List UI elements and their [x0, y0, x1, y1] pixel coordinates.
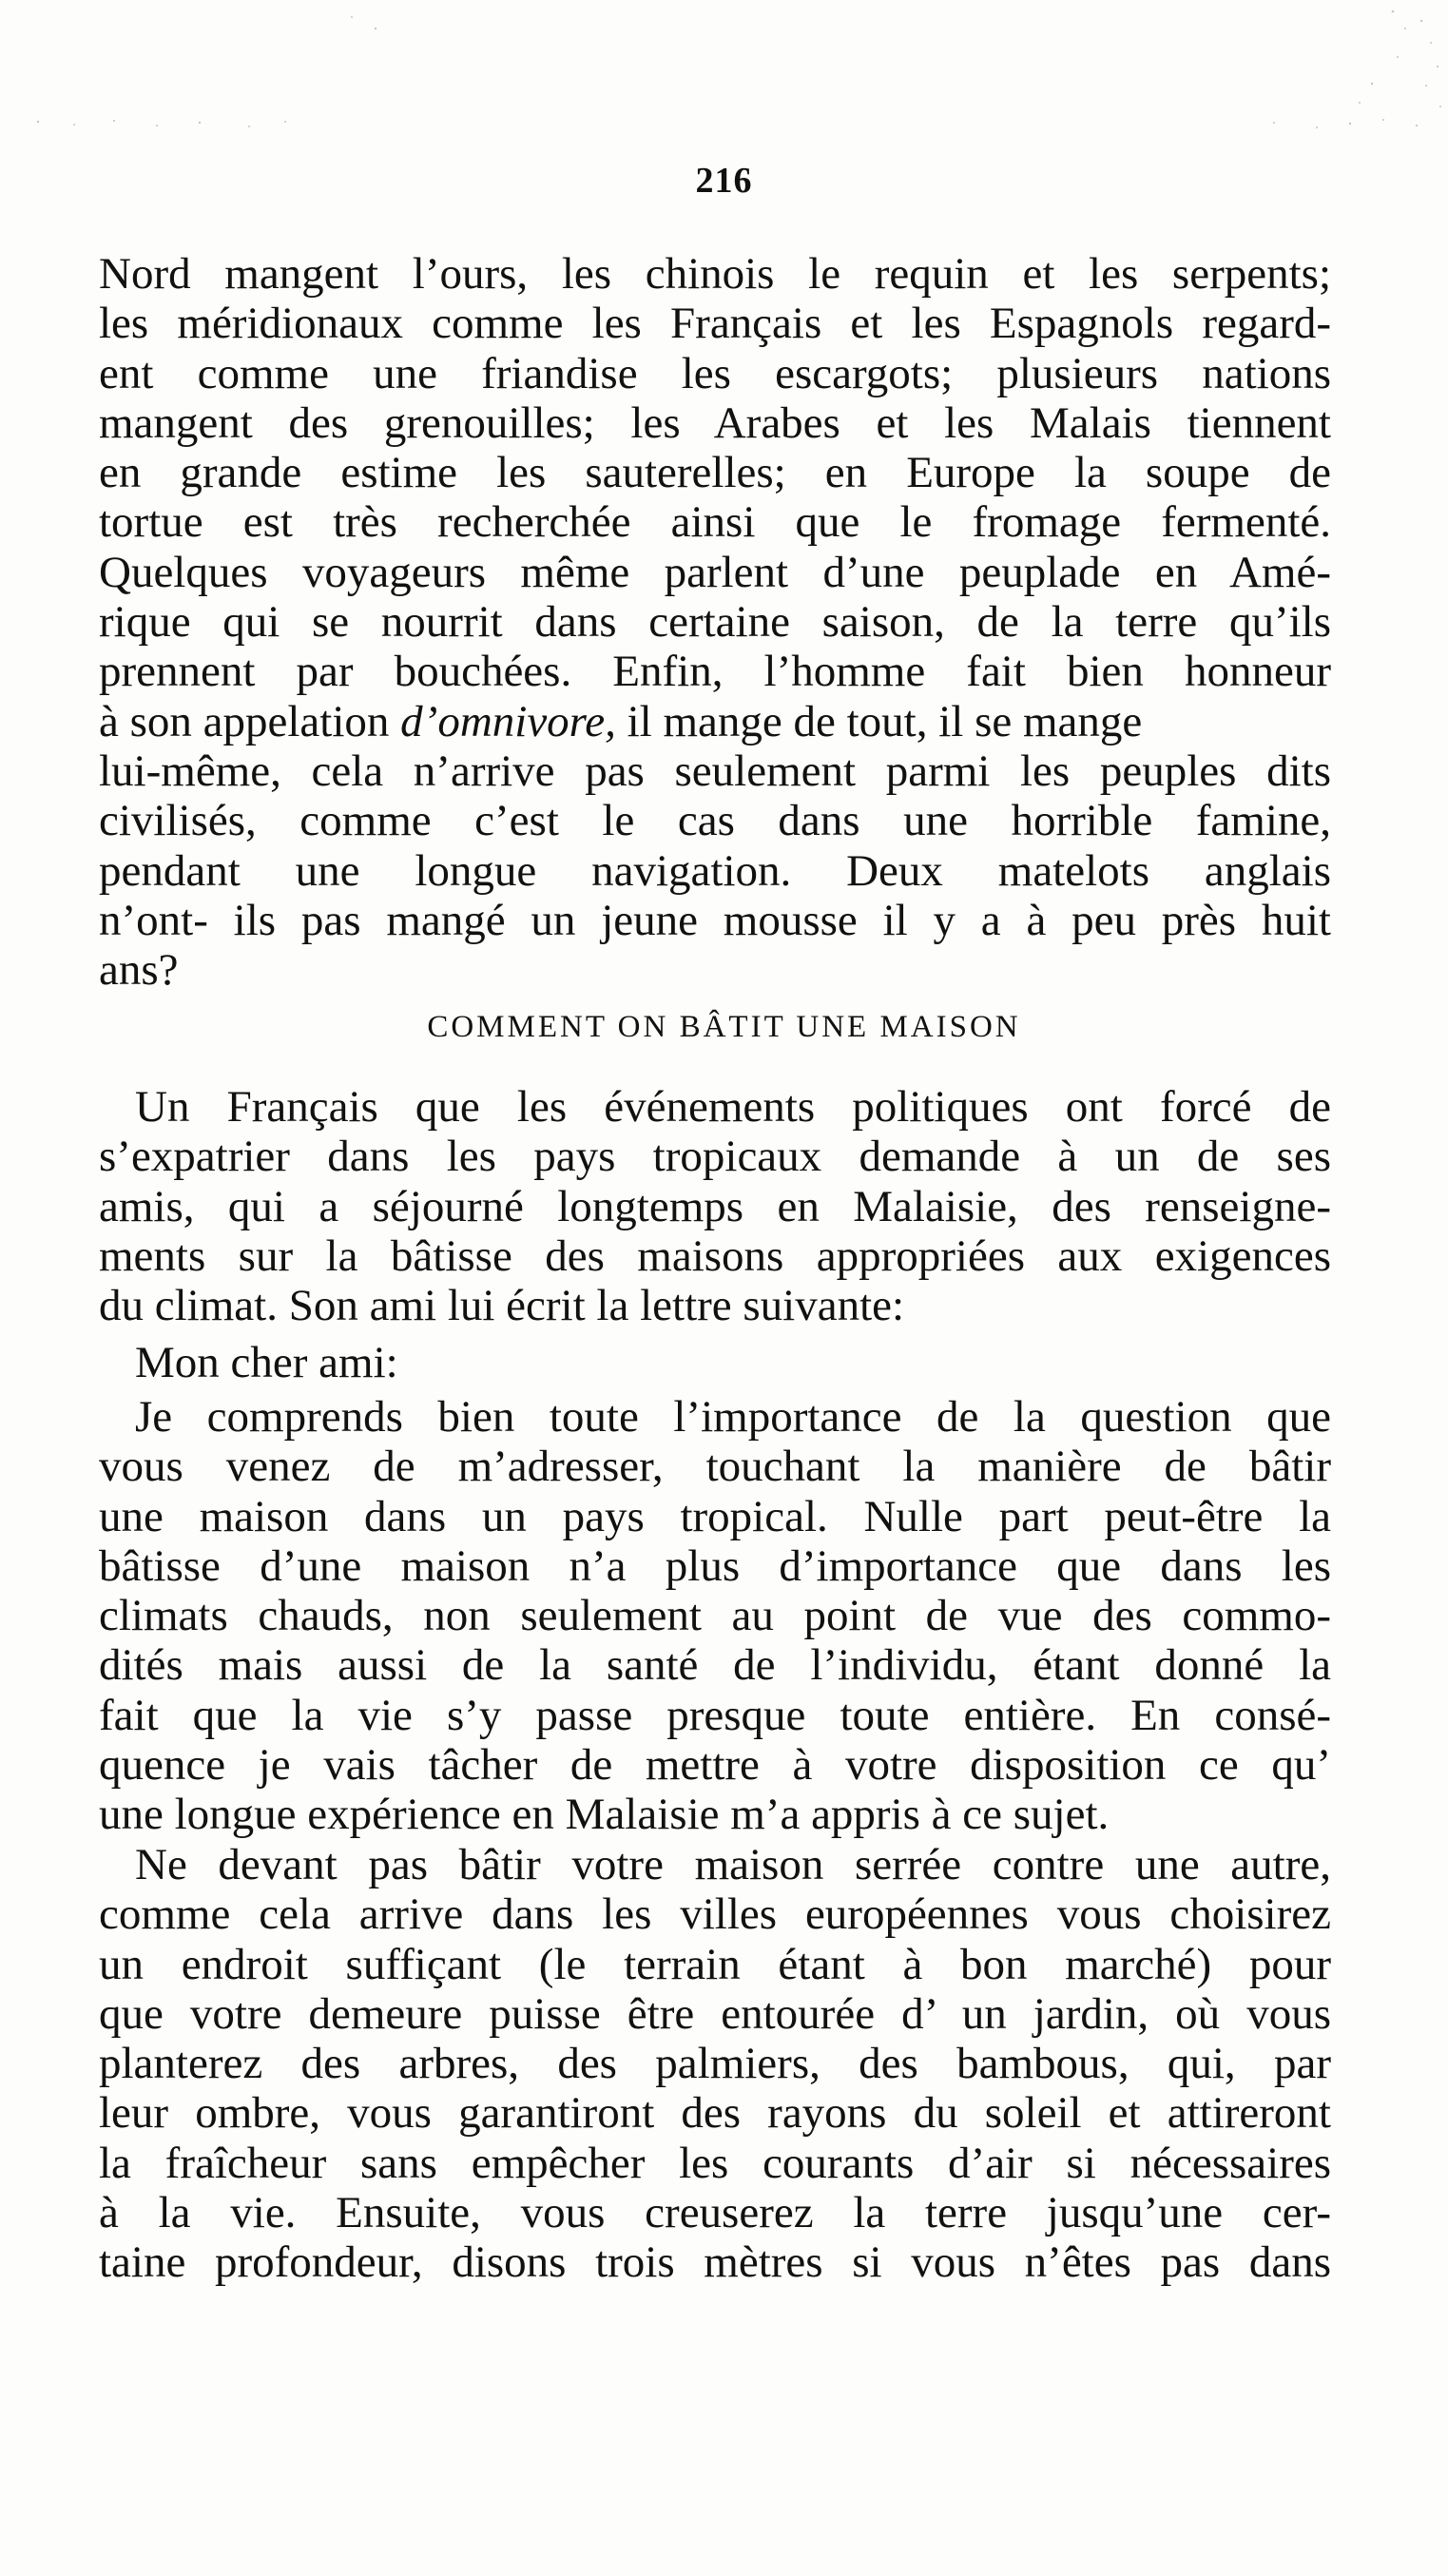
text-line: civilisés, comme c’est le cas dans une horrible famine,	[99, 796, 1331, 846]
text-line: comme cela arrive dans les villes européennes vous choisirez	[99, 1889, 1331, 1940]
text-line: climats chauds, non seulement au point de vue des commo-	[99, 1591, 1331, 1641]
text-line: amis, qui a séjourné longtemps en Malaisie, des renseigne-	[99, 1181, 1331, 1231]
text-line: fait que la vie s’y passe presque toute entière. En consé-	[99, 1690, 1331, 1740]
text-fragment: à son appelation	[99, 696, 401, 746]
text-fragment: il mange de tout, il se mange	[615, 696, 1143, 746]
text-line: lui-même, cela n’arrive pas seulement parmi les peuples dits	[99, 746, 1331, 796]
text-line: Mon cher ami:	[135, 1338, 398, 1387]
scan-noise-top	[0, 0, 1448, 143]
text-line: un endroit suffiçant (le terrain étant à bon marché) pour	[99, 1939, 1331, 1989]
italic-term: d’omnivore,	[400, 696, 616, 746]
text-line: Je comprends bien toute l’importance de la question que	[135, 1392, 1331, 1442]
text-line: ent comme une friandise les escargots; plusieurs nations	[99, 348, 1331, 398]
text-line: quence je vais tâcher de mettre à votre disposition ce qu’	[99, 1740, 1331, 1791]
text-line: prennent par bouchées. Enfin, l’homme fait bien honneur	[99, 647, 1331, 697]
text-line: taine profondeur, disons trois mètres si vous n’êtes pas dans	[99, 2237, 1331, 2288]
text-line: bâtisse d’une maison n’a plus d’importance que dans les	[99, 1540, 1331, 1591]
text-line: s’expatrier dans les pays tropicaux demande à un de ses	[99, 1132, 1331, 1182]
text-line: mangent des grenouilles; les Arabes et les Malais tiennent	[99, 397, 1331, 448]
text-line: du climat. Son ami lui écrit la lettre suivante:	[99, 1281, 905, 1331]
letter-salutation	[99, 1338, 1331, 1387]
paragraph-3	[99, 1392, 1331, 1840]
paragraph-1	[99, 249, 1331, 995]
text-line: que votre demeure puisse être entourée d’ un jardin, où vous	[99, 1988, 1331, 2039]
text-line: rique qui se nourrit dans certaine saison, de la terre qu’ils	[99, 597, 1331, 648]
text-line: tortue est très recherchée ainsi que le fromage fermenté.	[99, 497, 1331, 548]
text-line: leur ombre, vous garantiront des rayons du soleil et attireront	[99, 2088, 1331, 2139]
text-line: n’ont- ils pas mangé un jeune mousse il y a à peu près huit	[99, 895, 1331, 945]
paragraph-4	[99, 1840, 1331, 2288]
section-heading: COMMENT ON BÂTIT UNE MAISON	[427, 1010, 1021, 1044]
text-line: la fraîcheur sans empêcher les courants d’air si nécessaires	[99, 2138, 1331, 2188]
text-line: en grande estime les sauterelles; en Europe la soupe de	[99, 448, 1331, 498]
text-line: Un Français que les événements politiques ont forcé de	[135, 1082, 1331, 1132]
paragraph-2	[99, 1082, 1331, 1330]
text-line: dités mais aussi de la santé de l’individu, étant donné la	[99, 1640, 1331, 1691]
text-line: les méridionaux comme les Français et les Espagnols regard-	[99, 299, 1331, 349]
text-line: Quelques voyageurs même parlent d’une peuplade en Amé-	[99, 547, 1331, 597]
text-line: ments sur la bâtisse des maisons appropriées aux exigences	[99, 1230, 1331, 1281]
text-line-with-italic	[99, 697, 1331, 746]
text-line: Nord mangent l’ours, les chinois le requin et les serpents;	[99, 249, 1331, 299]
text-line: pendant une longue navigation. Deux matelots anglais	[99, 845, 1331, 896]
text-line: une maison dans un pays tropical. Nulle part peut-être la	[99, 1491, 1331, 1541]
text-line: une longue expérience en Malaisie m’a appris à ce sujet.	[99, 1790, 1110, 1840]
page-number: 216	[695, 161, 753, 201]
text-line: à la vie. Ensuite, vous creuserez la terre jusqu’une cer-	[99, 2188, 1331, 2238]
text-line: Ne devant pas bâtir votre maison serrée contre une autre,	[135, 1840, 1331, 1889]
text-line: planterez des arbres, des palmiers, des bambous, qui, par	[99, 2039, 1331, 2089]
text-line: ans?	[99, 945, 179, 996]
text-line: vous venez de m’adresser, touchant la manière de bâtir	[99, 1442, 1331, 1492]
